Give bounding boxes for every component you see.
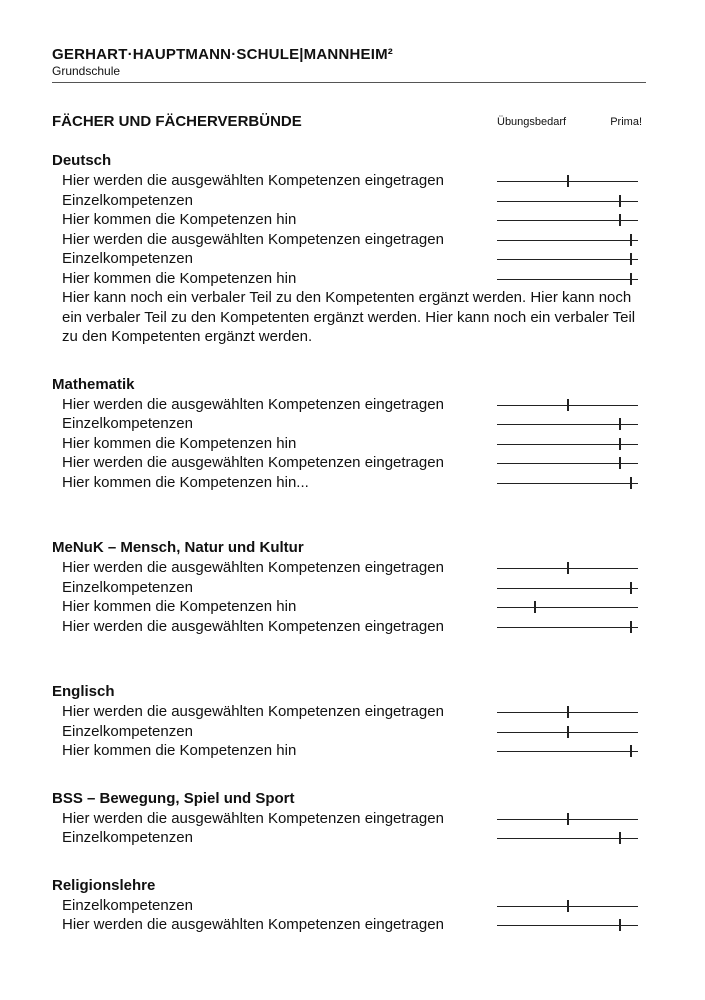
rating-scale [497,568,638,569]
rating-scale [497,279,638,280]
competence-row [52,473,652,493]
scale-label-high: Prima! [610,116,642,128]
rating-scale [497,220,638,221]
rating-marker [630,621,632,633]
competence-text: Hier werden die ausgewählten Kompetenzen eingetragen [62,809,444,827]
competence-row [52,722,652,742]
rating-scale [497,819,638,820]
subject-title: Englisch [52,683,115,700]
school-type: Grundschule [52,64,121,78]
subject-title: Mathematik [52,375,135,393]
competence-text: Hier werden die ausgewählten Kompetenzen eingetragen [62,617,444,635]
competence-row [52,230,652,250]
competence-text: Hier werden die ausgewählten Kompetenzen eingetragen [62,230,444,248]
rating-marker [567,706,569,718]
subject-title: MeNuK – Mensch, Natur und Kultur [52,539,304,556]
rating-marker [567,175,569,187]
rating-marker [619,418,621,430]
rating-marker [630,273,632,285]
competence-text: Einzelkompetenzen [62,578,193,596]
header-divider [52,82,646,83]
rating-marker [567,813,569,825]
competence-row [52,702,652,722]
competence-text: Hier kommen die Kompetenzen hin... [62,473,309,491]
rating-scale [497,751,638,752]
subjects-list [52,151,652,935]
competence-text: Hier werden die ausgewählten Kompetenzen eingetragen [62,454,444,471]
rating-marker [567,900,569,912]
rating-scale [497,424,638,425]
rating-marker [567,399,569,411]
competence-row [52,741,652,761]
rating-marker [619,195,621,207]
rating-marker [630,253,632,265]
rating-scale [497,405,638,406]
competence-text: Hier werden die ausgewählten Kompetenzen eingetragen [62,559,444,576]
rating-marker [567,726,569,738]
rating-scale [497,463,638,464]
subject-title: Deutsch [52,152,112,169]
competence-text: Hier werden die ausgewählten Kompetenzen eingetragen [62,395,444,413]
rating-marker [619,438,621,450]
competence-text: Hier kommen die Kompetenzen hin [62,269,297,287]
subject-section [52,789,652,848]
rating-marker [619,832,621,844]
rating-scale [497,607,638,608]
competence-row [52,395,652,415]
subject-title: Religionslehre [52,876,156,894]
rating-scale [497,483,638,484]
competence-text: Einzelkompetenzen [62,191,193,209]
rating-marker [619,919,621,931]
subject-section [52,876,652,935]
competence-row [52,896,652,916]
competence-row [52,617,652,637]
competence-row [52,453,652,473]
subject-section [52,151,652,347]
subject-section [52,538,652,636]
subject-section [52,375,652,493]
section-header [52,113,646,133]
rating-marker [630,582,632,594]
rating-scale [497,240,638,241]
rating-scale [497,838,638,839]
competence-text: Hier kommen die Kompetenzen hin [62,742,297,759]
competence-row [52,191,652,211]
rating-scale [497,588,638,589]
competence-text: Hier kommen die Kompetenzen hin [62,434,297,452]
competence-row [52,597,652,617]
rating-marker [619,214,621,226]
competence-text: Einzelkompetenzen [62,250,193,267]
rating-marker [630,745,632,757]
subject-section [52,682,652,761]
rating-scale [497,444,638,445]
rating-marker [534,601,536,613]
competence-text: Hier werden die ausgewählten Kompetenzen eingetragen [62,916,444,933]
rating-scale [497,627,638,628]
competence-text: Einzelkompetenzen [62,415,193,432]
competence-row [52,249,652,269]
competence-text: Hier werden die ausgewählten Kompetenzen eingetragen [62,172,444,189]
competence-row [52,809,652,829]
rating-scale [497,732,638,733]
rating-scale [497,906,638,907]
competence-row [52,269,652,289]
competence-row [52,915,652,935]
competence-row [52,414,652,434]
rating-marker [619,457,621,469]
competence-row [52,578,652,598]
competence-row [52,828,652,848]
competence-text: Hier kommen die Kompetenzen hin [62,598,297,615]
rating-scale [497,181,638,182]
competence-row [52,434,652,454]
school-name: GERHART·HAUPTMANN·SCHULE|MANNHEIM² [52,46,393,63]
competence-text: Einzelkompetenzen [62,722,193,740]
scale-label-low: Übungsbedarf [497,116,567,128]
rating-marker [630,234,632,246]
competence-row [52,171,652,191]
rating-scale [497,259,638,260]
subject-title: BSS – Bewegung, Spiel und Sport [52,789,295,807]
rating-marker [630,477,632,489]
verbal-assessment: Hier kann noch ein verbaler Teil zu den Kompetenten ergänzt werden. Hier kann noch ein verbaler Teil zu den Kompetenten ergänzt werden. Hier kann noch ein verbaler Teil zu den Kompetenten ergänzt werden. [62,289,636,345]
competence-row [52,210,652,230]
competence-text: Hier kommen die Kompetenzen hin [62,211,297,228]
rating-marker [567,562,569,574]
competence-row [52,558,652,578]
competence-text: Einzelkompetenzen [62,829,193,846]
section-title: FÄCHER UND FÄCHERVERBÜNDE [52,113,302,130]
competence-text: Hier werden die ausgewählten Kompetenzen eingetragen [62,703,444,720]
document-header [52,46,646,78]
rating-scale [497,925,638,926]
rating-scale [497,712,638,713]
competence-text: Einzelkompetenzen [62,896,193,914]
rating-scale [497,201,638,202]
